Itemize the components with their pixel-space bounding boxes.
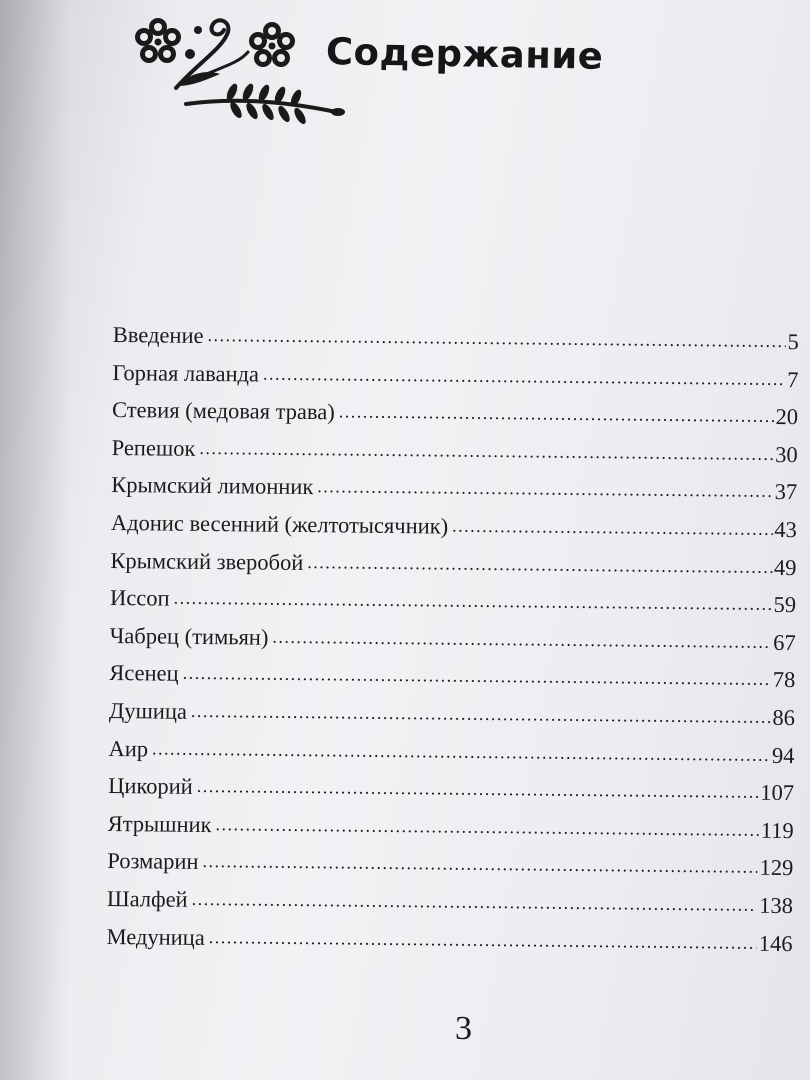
toc-entry-title: Шалфей (106, 885, 188, 912)
toc-leader-dots (215, 810, 758, 842)
toc-entry-page: 67 (773, 629, 796, 655)
toc-entry-title: Репешок (111, 434, 196, 461)
toc-entry-page: 20 (775, 404, 799, 430)
toc-leader-dots (209, 923, 757, 955)
toc-leader-dots (152, 734, 770, 766)
page-gutter-shadow (0, 0, 70, 1080)
toc-entry-page: 78 (772, 667, 796, 693)
page-title: Содержание (325, 30, 604, 78)
toc-entry-page: 30 (775, 441, 798, 467)
toc-entry-title: Стевия (медовая трава) (111, 397, 335, 425)
toc-entry-title: Медуница (106, 923, 205, 950)
toc-entry-page: 86 (772, 704, 796, 731)
toc-entry-title: Ятрышник (107, 810, 212, 837)
toc-entry-title: Ясенец (109, 660, 179, 687)
toc-entry-title: Адонис весенний (желтотысячник) (110, 509, 449, 539)
toc-leader-dots (272, 622, 771, 653)
floral-ornament-icon (128, 8, 348, 128)
toc-entry-page: 37 (774, 479, 798, 505)
toc-entry-title: Введение (112, 322, 204, 348)
toc-entry-title: Розмарин (107, 848, 199, 875)
toc-leader-dots (263, 359, 785, 390)
toc-leader-dots (207, 321, 785, 353)
toc-entry-page: 43 (774, 516, 797, 543)
toc-leader-dots (452, 512, 772, 541)
page-number: 3 (455, 1010, 472, 1047)
toc-leader-dots (202, 847, 757, 879)
toc-entry-page: 94 (771, 742, 795, 768)
toc-entry-page: 5 (787, 329, 799, 355)
toc-entry-page: 129 (759, 855, 794, 881)
toc-entry-title: Крымский зверобой (110, 547, 304, 575)
toc-entry-title: Душица (108, 697, 188, 724)
toc-leader-dots (307, 548, 772, 579)
toc-entry-title: Чабрец (тимьян) (109, 622, 269, 650)
toc-entry-page: 119 (760, 817, 794, 843)
toc-entry-page: 7 (787, 366, 799, 392)
toc-entry-page: 59 (773, 592, 797, 618)
page-header (128, 8, 648, 128)
toc-leader-dots (339, 398, 774, 429)
toc-entry-title: Горная лаванда (112, 359, 260, 387)
toc-entry-title: Иссоп (109, 585, 170, 611)
toc-leader-dots (199, 434, 773, 466)
toc-leader-dots (192, 885, 758, 917)
toc-entry-page: 49 (773, 554, 797, 580)
toc-leader-dots (174, 584, 772, 616)
toc-entry-title: Аир (108, 735, 149, 761)
toc-leader-dots (197, 772, 759, 804)
toc-entry-page: 146 (758, 930, 793, 956)
toc-entry-page: 138 (759, 892, 794, 919)
toc-leader-dots (317, 473, 773, 504)
toc-leader-dots (191, 697, 771, 729)
toc-leader-dots (183, 659, 771, 691)
toc-entry-title: Цикорий (108, 773, 193, 799)
toc-entry-title: Крымский лимонник (111, 472, 314, 500)
toc-entry (106, 923, 792, 968)
toc-entry-page: 107 (760, 779, 795, 806)
table-of-contents (106, 322, 799, 968)
